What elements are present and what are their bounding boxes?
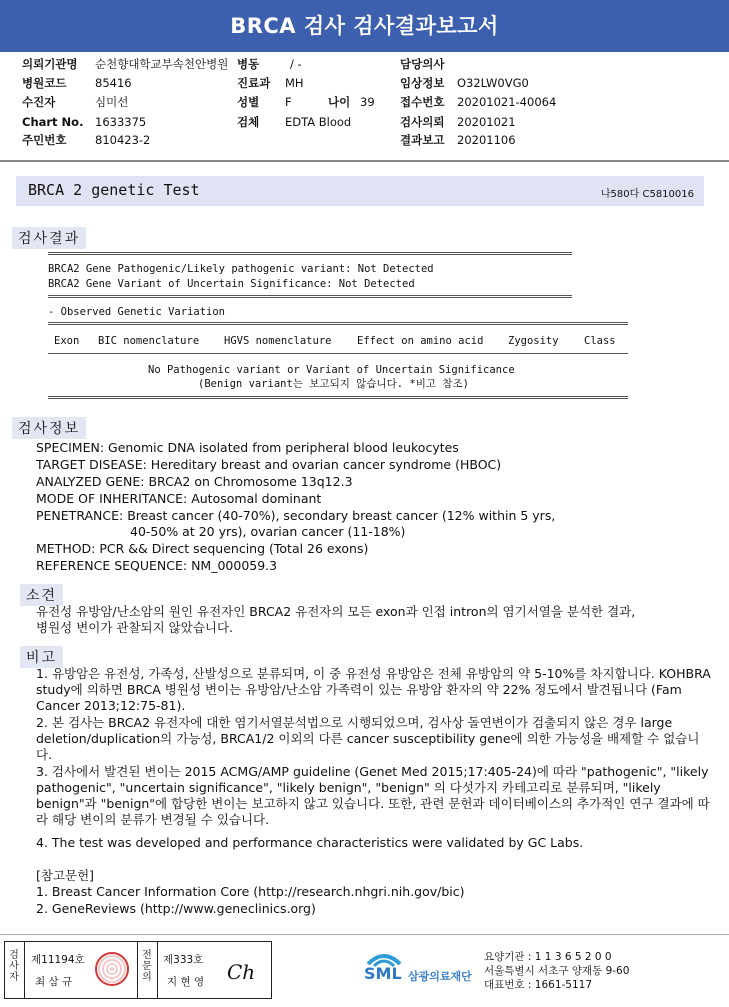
info-label: 임상정보 (400, 76, 445, 90)
info-value: EDTA Blood (285, 115, 352, 129)
info-label: 성별 (237, 95, 260, 109)
org-name: 삼광의료재단 (408, 970, 472, 983)
column-header: Zygosity (508, 335, 559, 347)
org-phone: 대표번호 : 1661-5117 (484, 979, 593, 991)
seal-stamp-icon (95, 952, 129, 986)
reference-sequence: REFERENCE SEQUENCE: NM_000059.3 (36, 558, 278, 573)
double-rule (48, 295, 572, 298)
column-header: Exon (54, 335, 80, 347)
info-row (400, 57, 444, 72)
info-value: O32LW0VG0 (457, 76, 529, 90)
test-name-bar (16, 176, 704, 206)
info-value: 1633375 (95, 115, 147, 129)
remark-1: 1. 유방암은 유전성, 가족성, 산발성으로 분류되며, 이 중 유전성 유방암은 전체 유방암의 약 5-10%를 차지합니다. KOHBRA study에 의하면 BRCA 병원성 변이는 유방암/난소암 가족력이 있는 유방암 환자의 약 22% 정도에서 발견됩니다 (Fam Cancer 2013;12:75-81). (36, 666, 711, 713)
references-heading: [참고문헌] (36, 868, 95, 883)
info-row (328, 95, 350, 110)
result-line-1: BRCA2 Gene Pathogenic/Likely pathogenic variant: Not Detected (48, 263, 434, 275)
examiner-label: 검사자 (9, 950, 19, 983)
info-label: 결과보고 (400, 133, 445, 147)
double-rule (48, 396, 628, 399)
box-divider (157, 942, 158, 998)
info-value: 39 (360, 95, 375, 109)
info-row (22, 57, 78, 72)
info-label: 의뢰기관명 (22, 57, 78, 71)
column-header: Class (584, 335, 616, 347)
org-registry: 요양기관 : 1 1 3 6 5 2 0 0 (484, 951, 612, 963)
signature-box (4, 941, 272, 999)
opinion-line-1: 유전성 유방암/난소암의 원인 유전자인 BRCA2 유전자의 모든 exon과 인접 intron의 염기서열을 분석한 결과, (36, 604, 636, 619)
sml-logo-text: SML (364, 964, 402, 983)
info-row (400, 115, 444, 130)
specialist-number: 제333호 (163, 954, 204, 966)
remark-3: 3. 검사에서 발견된 변이는 2015 ACMG/AMP guideline (Genet Med 2015;17:405-24)에 따라 "pathogenic", "likely pathogenic", "uncertain significance", "likely benign", "benign" 의 다섯가지 카테고리로 분류되며, "likely benign"과 "benign"에 합당한 변이는 보고하지 않고 있습니다. 또한, 관련 문헌과 데이터베이스의 추가적인 연구 결과에 따라 해당 변이의 분류가 변경될 수 있습니다. (36, 764, 710, 827)
examiner-number: 제11194호 (31, 954, 85, 966)
mode-of-inheritance: MODE OF INHERITANCE: Autosomal dominant (36, 491, 322, 506)
info-row (22, 76, 66, 91)
info-label: 나이 (328, 95, 351, 109)
observed-variation: - Observed Genetic Variation (48, 306, 226, 318)
remark-2: 2. 본 검사는 BRCA2 유전자에 대한 염기서열분석법으로 시행되었으며, 검사상 돌연변이가 검출되지 않은 경우 large deletion/duplication의 가능성, BRCA1/2 이외의 다른 cancer susceptibility gene에 의한 가능성을 배제할 수 없습니다. (36, 715, 700, 762)
penetrance-continued: 40-50% at 20 yrs), ovarian cancer (11-18%) (130, 524, 406, 539)
info-label: 검체 (237, 115, 260, 129)
reference-2: 2. GeneReviews (http://www.geneclinics.org) (36, 901, 316, 916)
org-address: 서울특별시 서초구 양재동 9-60 (484, 965, 630, 977)
info-label: 수진자 (22, 95, 56, 109)
result-line-2: BRCA2 Gene Variant of Uncertain Significance: Not Detected (48, 278, 415, 290)
info-row (400, 133, 444, 148)
result-heading: 검사결과 (12, 227, 86, 249)
info-label: 병동 (237, 57, 260, 71)
examiner-name: 최 삼 규 (35, 976, 73, 988)
info-label: 주민번호 (22, 133, 67, 147)
org-info (484, 950, 629, 992)
opinion-line-2: 병원성 변이가 관찰되지 않았습니다. (36, 620, 234, 635)
info-value: 순천향대학교부속천안병원 (95, 57, 229, 71)
method: METHOD: PCR && Direct sequencing (Total 26 exons) (36, 541, 369, 556)
info-row (237, 115, 259, 130)
info-label: 진료과 (237, 76, 271, 90)
info-value: 심미선 (95, 95, 129, 109)
analyzed-gene: ANALYZED GENE: BRCA2 on Chromosome 13q12.3 (36, 474, 353, 489)
signature: Ch (227, 960, 256, 984)
remarks-heading: 비고 (20, 646, 63, 668)
info-row (22, 95, 55, 110)
remark-4: 4. The test was developed and performance characteristics were validated by GC Labs. (36, 835, 584, 850)
footer-divider (0, 934, 729, 935)
no-variant-line-2: (Benign variant는 보고되지 않습니다. *비고 참조) (198, 378, 469, 390)
specialist-label: 전문의 (142, 950, 152, 983)
column-header: HGVS nomenclature (224, 335, 332, 347)
info-label: Chart No. (22, 115, 84, 129)
box-divider (24, 942, 25, 998)
info-value: F (285, 95, 292, 109)
opinion-heading: 소견 (20, 584, 63, 606)
column-header: BIC nomenclature (98, 335, 200, 347)
penetrance: PENETRANCE: Breast cancer (40-70%), secondary breast cancer (12% within 5 yrs, (36, 508, 556, 523)
target-disease: TARGET DISEASE: Hereditary breast and ovarian cancer syndrome (HBOC) (36, 457, 502, 472)
info-row (400, 76, 444, 91)
reference-1: 1. Breast Cancer Information Core (http://research.nhgri.nih.gov/bic) (36, 884, 465, 899)
info-label: 담당의사 (400, 57, 445, 71)
info-row (22, 115, 83, 130)
box-divider (137, 942, 138, 998)
double-rule (48, 252, 572, 255)
sml-logo (364, 950, 472, 992)
info-value: 20201106 (457, 133, 516, 147)
info-row (237, 57, 259, 72)
info-value: 20201021 (457, 115, 516, 129)
info-row (400, 95, 444, 110)
info-label: 접수번호 (400, 95, 445, 109)
specialist-name: 지 현 영 (167, 976, 205, 988)
info-heading: 검사정보 (12, 417, 86, 439)
table-rule (48, 353, 628, 354)
double-rule (48, 322, 628, 325)
info-value: 810423-2 (95, 133, 151, 147)
info-row (237, 76, 270, 91)
report-title: BRCA 검사 검사결과보고서 (0, 0, 729, 52)
info-value: MH (285, 76, 304, 90)
info-label: 병원코드 (22, 76, 67, 90)
info-row (22, 133, 66, 148)
column-header: Effect on amino acid (357, 335, 484, 347)
info-value: / - (290, 57, 302, 71)
header-divider (0, 160, 729, 162)
test-code: 나580다 C5810016 (600, 189, 694, 200)
info-value: 20201021-40064 (457, 95, 557, 109)
specimen: SPECIMEN: Genomic DNA isolated from peripheral blood leukocytes (36, 440, 459, 455)
info-label: 검사의뢰 (400, 115, 445, 129)
no-variant-line-1: No Pathogenic variant or Variant of Uncertain Significance (148, 364, 515, 376)
info-value: 85416 (95, 76, 132, 90)
test-name: BRCA 2 genetic Test (28, 181, 200, 199)
info-row (237, 95, 259, 110)
